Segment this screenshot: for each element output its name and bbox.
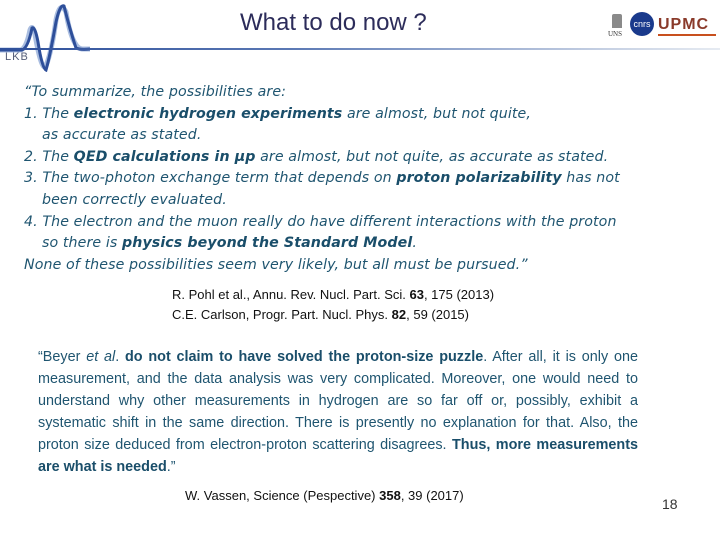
header-divider [0,48,720,50]
upmc-underline [658,34,716,36]
possibility-3-continuation: been correctly evaluated. [42,191,227,208]
slide-title: What to do now ? [240,9,427,36]
quote-closing: None of these possibilities seem very likely, but all must be pursued.” [24,256,528,273]
reference-carlson: C.E. Carlson, Progr. Part. Nucl. Phys. 82, 59 (2015) [172,307,469,322]
references [172,285,494,325]
possibility-4: 4. The electron and the muon really do have different interactions with the proton [24,213,617,230]
reference-vassen: W. Vassen, Science (Pespective) 358, 39 (2017) [185,488,464,503]
lkb-label: LKB [5,51,29,63]
page-number: 18 [662,496,678,512]
possibility-1-continuation: as accurate as stated. [42,127,202,144]
upmc-logo-icon: UPMC [658,16,710,33]
summary-quote [24,82,664,276]
possibility-2: 2. The QED calculations in μp are almost, but not quite, as accurate as stated. [24,148,609,165]
uns-logo-icon: UNS [608,14,628,40]
reference-pohl: R. Pohl et al., Annu. Rev. Nucl. Part. Sci. 63, 175 (2013) [172,287,495,302]
vassen-quote: “Beyer et al. do not claim to have solved the proton-size puzzle. After all, it is only one measurement, and the data analysis was very complicated. Moreover, one would need to understand why other measurements in hydrogen are so far off or, possibly, exhibit a systematic shift in the same direction. There is presently no explanation for that. Also, the proton size deduced from electron-proton scattering disagrees. Thus, more measurements are what is needed.” [38,349,638,475]
institution-logos [608,12,718,42]
quote-intro: “To summarize, the possibilities are: [24,84,287,100]
possibility-4-continuation: so there is physics beyond the Standard Model. [42,235,417,252]
cnrs-logo-icon: cnrs [630,12,654,36]
possibility-3: 3. The two-photon exchange term that depends on proton polarizability has not [24,170,620,187]
possibility-1: 1. The electronic hydrogen experiments are almost, but not quite, [24,105,531,122]
